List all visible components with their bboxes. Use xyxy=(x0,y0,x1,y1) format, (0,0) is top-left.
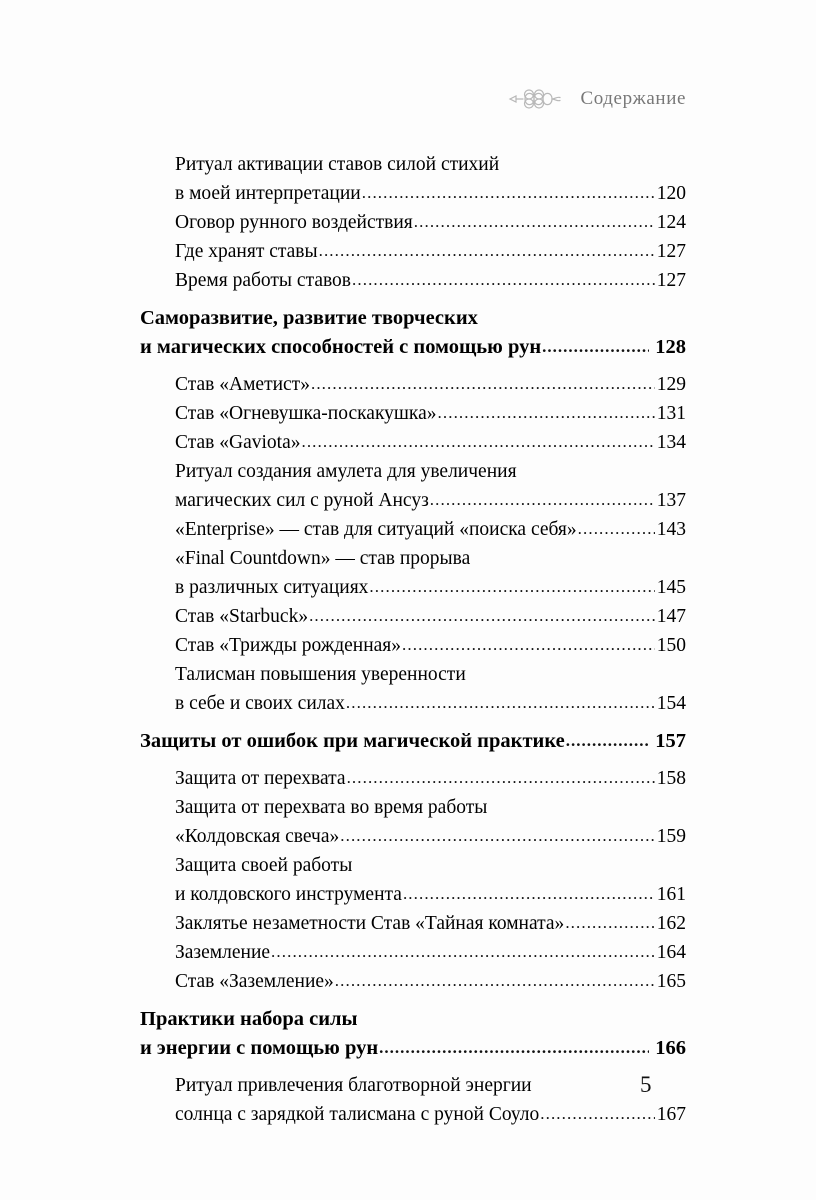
toc-entry[interactable] xyxy=(140,938,686,967)
dot-leader xyxy=(578,515,655,543)
toc-line xyxy=(140,370,686,399)
toc-entry-title: Заземление xyxy=(175,942,271,963)
toc-line xyxy=(140,1034,686,1063)
toc-page-number: 120 xyxy=(656,183,686,204)
toc-entry-title: Ритуал активации ставов силой стихий xyxy=(175,154,500,175)
dot-leader xyxy=(542,333,649,361)
toc-line xyxy=(140,515,686,544)
toc-line xyxy=(140,208,686,237)
toc-page-number: 161 xyxy=(656,884,686,905)
toc-line xyxy=(140,1071,686,1100)
toc-entry-title: Став «Starbuck» xyxy=(175,606,309,627)
toc-entry-title: «Enterprise» — став для ситуаций «поиска себя» xyxy=(175,519,577,540)
toc-entry-title: Ритуал создания амулета для увеличения xyxy=(175,461,517,482)
toc-entry[interactable] xyxy=(140,544,686,602)
toc-entry[interactable] xyxy=(140,457,686,515)
dot-leader xyxy=(309,602,655,630)
toc-line xyxy=(140,1005,686,1034)
toc-entry[interactable] xyxy=(140,764,686,793)
dot-leader xyxy=(347,764,655,792)
toc-page-number: 164 xyxy=(656,942,686,963)
toc-line xyxy=(140,333,686,362)
toc-line xyxy=(140,573,686,602)
toc-entry[interactable] xyxy=(140,150,686,208)
toc-entry-title: Где хранят ставы xyxy=(175,241,318,262)
toc-page-number: 145 xyxy=(656,577,686,598)
toc-line xyxy=(140,660,686,689)
toc-entry-title: Оговор рунного воздействия xyxy=(175,212,413,233)
dot-leader xyxy=(430,486,655,514)
toc-page-number: 127 xyxy=(656,241,686,262)
celtic-knot-ornament-icon xyxy=(506,86,566,112)
toc-page-number: 147 xyxy=(656,606,686,627)
toc-page-number: 137 xyxy=(656,490,686,511)
toc-entry-title: в себе и своих силах xyxy=(175,693,345,714)
toc-entry-title: Став «Огневушка-поскакушка» xyxy=(175,403,437,424)
dot-leader xyxy=(362,179,655,207)
toc-page-number: 134 xyxy=(656,432,686,453)
toc-page-number: 162 xyxy=(656,913,686,934)
toc-page-number: 143 xyxy=(656,519,686,540)
toc-page-number: 158 xyxy=(656,768,686,789)
dot-leader xyxy=(335,967,655,995)
toc-line xyxy=(140,1100,686,1129)
toc-entry[interactable] xyxy=(140,967,686,996)
toc-entry-title: и энергии с помощью рун xyxy=(140,1037,379,1059)
dot-leader xyxy=(540,1100,655,1128)
toc-entry-title: Став «Трижды рожденная» xyxy=(175,635,402,656)
dot-leader xyxy=(369,573,654,601)
toc-entry[interactable] xyxy=(140,515,686,544)
toc-entry[interactable] xyxy=(140,660,686,718)
toc-entry-title: Защита своей работы xyxy=(175,855,353,876)
toc-line xyxy=(140,967,686,996)
toc-entry-title: «Колдовская свеча» xyxy=(175,826,340,847)
toc-section-heading[interactable] xyxy=(140,1005,686,1063)
toc-section-heading[interactable] xyxy=(140,727,686,756)
dot-leader xyxy=(403,880,655,908)
dot-leader xyxy=(414,208,655,236)
running-header-title: Содержание xyxy=(580,88,686,109)
toc-page-number: 127 xyxy=(656,270,686,291)
dot-leader xyxy=(301,428,654,456)
toc-line xyxy=(140,179,686,208)
toc-line xyxy=(140,399,686,428)
toc-page-number: 167 xyxy=(656,1104,686,1125)
toc-entry-title: Время работы ставов xyxy=(175,270,352,291)
toc-page-number: 124 xyxy=(656,212,686,233)
toc-entry-title: солнца с зарядкой талисмана с руной Соуло xyxy=(175,1104,540,1125)
toc-page-number: 159 xyxy=(656,826,686,847)
toc-entry-title: Практики набора силы xyxy=(140,1008,358,1030)
toc-entry[interactable] xyxy=(140,208,686,237)
dot-leader xyxy=(311,370,655,398)
toc-line xyxy=(140,544,686,573)
toc-page-number: 128 xyxy=(655,336,686,358)
toc-entry-title: «Final Countdown» — став прорыва xyxy=(175,548,471,569)
dot-leader xyxy=(340,822,655,850)
dot-leader xyxy=(319,237,655,265)
toc-line xyxy=(140,822,686,851)
toc-entry[interactable] xyxy=(140,399,686,428)
toc-line xyxy=(140,457,686,486)
running-header xyxy=(0,86,686,112)
toc-line xyxy=(140,266,686,295)
toc-page-number: 166 xyxy=(655,1037,686,1059)
toc-entry[interactable] xyxy=(140,793,686,851)
table-of-contents xyxy=(140,150,686,1129)
toc-line xyxy=(140,237,686,266)
dot-leader xyxy=(379,1034,649,1062)
dot-leader xyxy=(346,689,655,717)
toc-page-number: 131 xyxy=(656,403,686,424)
toc-line xyxy=(140,793,686,822)
toc-entry-title: в моей интерпретации xyxy=(175,183,361,204)
toc-entry-title: Заклятье незаметности Став «Тайная комната» xyxy=(175,913,565,934)
toc-entry-title: в различных ситуациях xyxy=(175,577,369,598)
toc-entry[interactable] xyxy=(140,237,686,266)
toc-entry-title: и магических способностей с помощью рун xyxy=(140,336,542,358)
toc-entry-title: Став «Заземление» xyxy=(175,971,334,992)
toc-line xyxy=(140,602,686,631)
toc-entry-title: Защита от перехвата во время работы xyxy=(175,797,488,818)
dot-leader xyxy=(565,909,654,937)
page-number: 5 xyxy=(640,1072,652,1097)
toc-line xyxy=(140,938,686,967)
toc-entry-title: Защита от перехвата xyxy=(175,768,346,789)
toc-line xyxy=(140,486,686,515)
toc-entry[interactable] xyxy=(140,631,686,660)
toc-entry[interactable] xyxy=(140,851,686,909)
toc-line xyxy=(140,764,686,793)
toc-entry-title: Ритуал привлечения благотворной энергии xyxy=(175,1075,532,1096)
toc-section-heading[interactable] xyxy=(140,304,686,362)
toc-entry[interactable] xyxy=(140,909,686,938)
toc-line xyxy=(140,631,686,660)
toc-entry[interactable] xyxy=(140,428,686,457)
toc-entry-title: Став «Аметист» xyxy=(175,374,310,395)
dot-leader xyxy=(271,938,655,966)
toc-entry-title: и колдовского инструмента xyxy=(175,884,402,905)
toc-line xyxy=(140,689,686,718)
dot-leader xyxy=(566,727,650,755)
toc-line xyxy=(140,880,686,909)
toc-entry[interactable] xyxy=(140,266,686,295)
dot-leader xyxy=(438,399,655,427)
dot-leader xyxy=(352,266,655,294)
toc-line xyxy=(140,150,686,179)
toc-page-number: 129 xyxy=(656,374,686,395)
toc-line xyxy=(140,727,686,756)
toc-entry[interactable] xyxy=(140,602,686,631)
toc-entry-title: Защиты от ошибок при магической практике xyxy=(140,730,565,752)
toc-entry[interactable] xyxy=(140,370,686,399)
toc-line xyxy=(140,851,686,880)
toc-line xyxy=(140,428,686,457)
toc-line xyxy=(140,304,686,333)
toc-line xyxy=(140,909,686,938)
toc-entry-title: Став «Gaviota» xyxy=(175,432,301,453)
toc-page-number: 157 xyxy=(655,730,686,752)
toc-entry-title: Талисман повышения уверенности xyxy=(175,664,466,685)
toc-entry[interactable] xyxy=(140,1071,686,1129)
toc-entry-title: магических сил с руной Ансуз xyxy=(175,490,429,511)
dot-leader xyxy=(402,631,655,659)
toc-page-number: 154 xyxy=(656,693,686,714)
toc-entry-title: Саморазвитие, развитие творческих xyxy=(140,307,478,329)
toc-page-number: 150 xyxy=(656,635,686,656)
toc-page-number: 165 xyxy=(656,971,686,992)
